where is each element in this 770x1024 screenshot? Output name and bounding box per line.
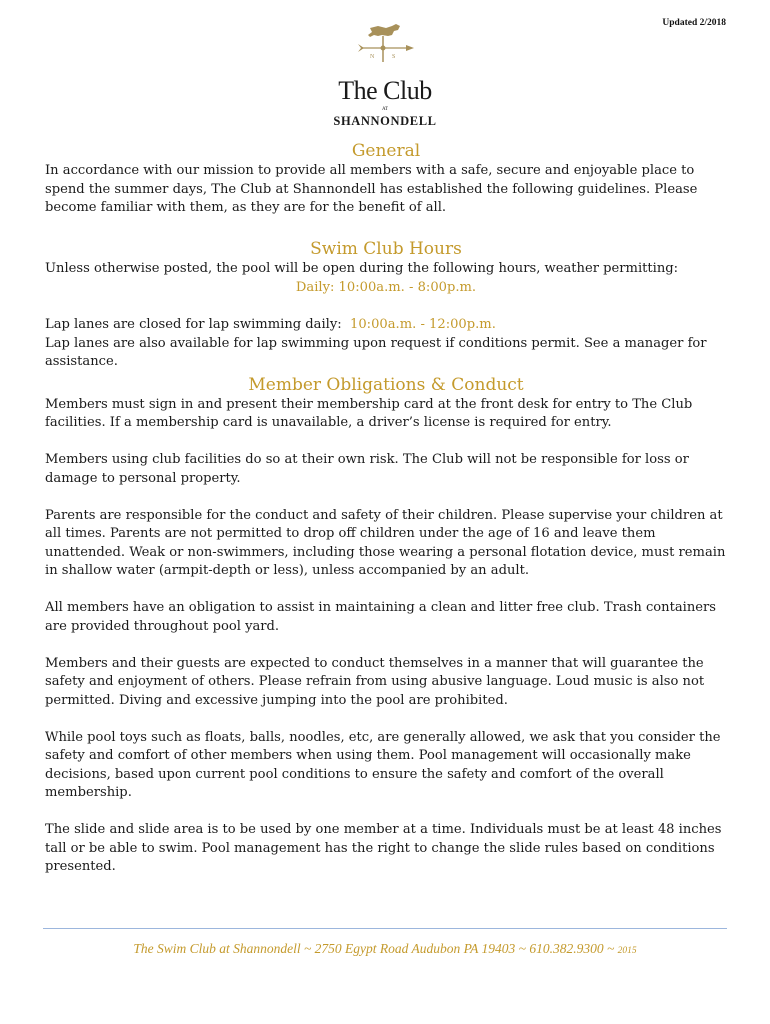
logo-club-name: The Club	[338, 76, 432, 105]
updated-date: Updated 2/2018	[662, 18, 726, 28]
heading-swim-club-hours: Swim Club Hours	[310, 238, 462, 259]
hours-intro: Unless otherwise posted, the pool will be open during the following hours, weather permitting:	[45, 260, 679, 276]
logo-at: AT	[381, 107, 389, 112]
conduct-paragraph: While pool toys such as floats, balls, noodles, etc, are generally allowed, we ask that you consider the safety and comfort of other members when using them. Pool management will occasionally make decisions, based upon current pool conditions to ensure the safety and comfort of the overall membership.	[45, 729, 721, 800]
heading-member-obligations: Member Obligations & Conduct	[248, 374, 524, 395]
conduct-paragraph: Members and their guests are expected to conduct themselves in a manner that will guarantee the safety and enjoyment of others. Please refrain from using abusive language. Loud music is also not permitted. Diving and excessive jumping into the pool are prohibited.	[45, 655, 705, 708]
conduct-paragraph: Members using club facilities do so at their own risk. The Club will not be responsible for loss or damage to personal property.	[45, 452, 689, 486]
conduct-paragraph: Parents are responsible for the conduct and safety of their children. Please supervise your children at all times. Parents are not permitted to drop off children under the age of 16 and leave them unattended. Weak or non-swimmers, including those wearing a personal flotation device, must remain in shallow water (armpit-depth or less), unless accompanied by an adult.	[45, 507, 726, 578]
lap-available-text: Lap lanes are also available for lap swimming upon request if conditions permit. See a manager for assistance.	[45, 335, 707, 369]
rules-document	[45, 140, 727, 877]
svg-text:S: S	[392, 54, 396, 60]
logo-shannondell: SHANNONDELL	[333, 114, 437, 128]
weathervane-horse-icon	[348, 22, 418, 64]
footer	[0, 941, 770, 957]
svg-text:N: N	[370, 54, 375, 60]
conduct-paragraph: All members have an obligation to assist in maintaining a clean and litter free club. Trash containers are provided throughout pool yard.	[45, 600, 717, 634]
lap-closed-time: 10:00a.m. - 12:00p.m.	[350, 317, 496, 332]
club-logo	[310, 22, 460, 128]
general-text: In accordance with our mission to provide all members with a safe, secure and enjoyable place to spend the summer days, The Club at Shannondell has established the following guidelines. Please become familiar with them, as they are for the benefit of all.	[45, 163, 698, 215]
daily-hours: Daily: 10:00a.m. - 8:00p.m.	[295, 280, 477, 295]
footer-text: The Swim Club at Shannondell ~ 2750 Egypt Road Audubon PA 19403 ~ 610.382.9300 ~	[133, 941, 615, 956]
lap-closed-label: Lap lanes are closed for lap swimming daily:	[45, 317, 342, 332]
footer-divider	[43, 928, 727, 929]
lap-closed-line	[45, 316, 727, 335]
footer-year: 2015	[617, 946, 637, 956]
conduct-paragraph: Members must sign in and present their membership card at the front desk for entry to The Club facilities. If a membership card is unavailable, a driver’s license is required for entry.	[45, 396, 693, 430]
conduct-paragraph: The slide and slide area is to be used by one member at a time. Individuals must be at least 48 inches tall or be able to swim. Pool management has the right to change the slide rules based on conditions presented.	[45, 822, 722, 874]
heading-general: General	[351, 141, 421, 161]
